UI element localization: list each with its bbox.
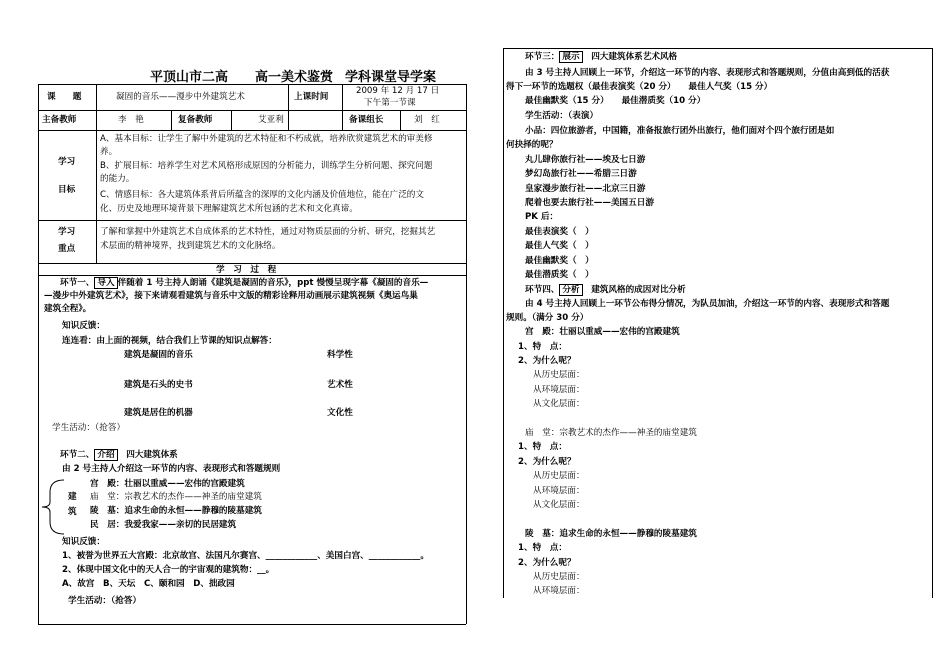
- match-left-item: 建筑是石头的史书: [124, 380, 193, 390]
- section-2-feedback: 知识反馈：: [62, 537, 105, 547]
- match-left-item: 建筑是凝固的音乐: [124, 350, 193, 360]
- section-4-intro-2: 规则。（满分 30 分）: [506, 313, 589, 323]
- section-3-tag: 展示: [559, 51, 582, 63]
- goals-label-1: 学习: [58, 157, 76, 167]
- palace-culture: 从文化层面：: [533, 399, 585, 409]
- section-4-title: 建筑风格的成因对比分析: [591, 285, 686, 295]
- table-divider: [38, 130, 466, 131]
- section-1-text-2: —漫步中外建筑艺术》，接下来请观看建筑与音乐中文版的精彩诠释用动画展示建筑视频《奥运鸟巢: [44, 291, 418, 301]
- section-1-heading: [60, 278, 428, 289]
- table-divider: [38, 110, 466, 111]
- match-right-item: 科学性: [327, 350, 353, 360]
- travel-agency-item: 皇家漫步旅行社——北京三日游: [525, 184, 646, 194]
- goals-label-2: 目标: [58, 185, 76, 195]
- section-1-tag: 导入: [94, 277, 117, 289]
- tomb-feature: 1、特 点：: [518, 543, 567, 553]
- section-1-text-1: 伴随着 1 号主持人朗诵《建筑是凝固的音乐》，ppt 慢慢呈现字幕《凝固的音乐—: [117, 278, 429, 288]
- section-1-connect: 连连看：由上面的视频，结合我们上节课的知识点解答：: [62, 336, 277, 346]
- table-divider: [231, 110, 232, 130]
- page-border-left: [503, 48, 504, 598]
- review-label: 复备教师: [178, 115, 213, 125]
- section-1-activity: 学生活动：（抢答）: [52, 423, 126, 433]
- match-left-item: 建筑是居住的机器: [124, 408, 193, 418]
- question-1: 1、被誉为世界五大宫殿：北京故宫、法国凡尔赛宫、____________、美国白宫、____________。: [62, 551, 429, 561]
- page-border-right: [932, 48, 933, 598]
- section-4-heading: [525, 285, 686, 296]
- section-3-intro-3: 最佳幽默奖（15 分） 最佳潜质奖（10 分）: [525, 96, 706, 106]
- temple-culture: 从文化层面：: [533, 500, 585, 510]
- architecture-item: 宫 殿：壮丽以重威——宏伟的宫殿建筑: [90, 479, 245, 489]
- title-subject: 高一美术鉴赏: [255, 70, 334, 85]
- focus-label-1: 学习: [58, 227, 76, 237]
- section-3-intro-2: 得下一环节的选题权（最佳表演奖（20 分） 最佳人气奖（15 分）: [506, 82, 773, 92]
- question-2-options: A、故宫 B、天坛 C、颐和园 D、拙政园: [62, 579, 235, 589]
- leader-value: 刘 红: [414, 115, 440, 125]
- leader-label: 备课组长: [349, 115, 384, 125]
- tomb-why: 2、为什么呢？: [518, 558, 576, 568]
- section-4-tag: 分析: [559, 284, 582, 296]
- pk-label: PK 后：: [525, 212, 559, 222]
- focus-line-1: 了解和掌握中外建筑艺术自成体系的艺术特性，通过对物质层面的分析、研究，挖掘其艺: [100, 227, 436, 237]
- tomb-environment: 从环境层面：: [533, 586, 585, 596]
- award-item: 最佳潜质奖（ ）: [525, 270, 594, 280]
- lesson-value: 凝固的音乐——漫步中外建筑艺术: [116, 92, 245, 102]
- table-divider: [288, 84, 289, 130]
- tomb-history: 从历史层面：: [533, 572, 585, 582]
- section-3-title: 四大建筑体系艺术风格: [591, 52, 678, 62]
- title-doc: 学科课堂导学案: [345, 70, 437, 85]
- temple-environment: 从环境层面：: [533, 486, 585, 496]
- palace-history: 从历史层面：: [533, 370, 585, 380]
- section-2-prefix: 环节二、: [60, 450, 95, 460]
- palace-heading: 宫 殿：壮丽以重威——宏伟的宫殿建筑: [525, 327, 680, 337]
- table-border-bottom: [38, 624, 466, 625]
- section-2-tag: 介绍: [94, 449, 117, 461]
- table-divider: [96, 84, 97, 263]
- table-border-right: [466, 84, 467, 624]
- award-item: 最佳人气奖（ ）: [525, 241, 594, 251]
- palace-environment: 从环境层面：: [533, 385, 585, 395]
- section-3-intro-1: 由 3 号主持人回顾上一环节，介绍这一环节的内容、表现形式和答题规则，分值由高到低的活获: [525, 68, 890, 78]
- palace-feature: 1、特 点：: [518, 342, 567, 352]
- section-2-title: 四大建筑体系: [126, 450, 178, 460]
- section-2-activity: 学生活动：（抢答）: [68, 596, 142, 606]
- lesson-label: 课 题: [47, 92, 82, 102]
- section-3-activity: 学生活动：（表演）: [525, 111, 599, 121]
- architecture-item: 民 居：我爱我家——亲切的民居建筑: [90, 520, 237, 530]
- travel-agency-item: 梦幻岛旅行社——希腊三日游: [525, 169, 637, 179]
- match-right-item: 艺术性: [327, 380, 353, 390]
- table-divider: [171, 110, 172, 130]
- goal-b-line-1: B、扩展目标：培养学生对艺术风格形成原因的分析能力，训练学生分析问题、探究问题: [100, 161, 433, 171]
- page-border-top: [503, 48, 932, 49]
- travel-agency-item: 丸儿肆你旅行社——埃及七日游: [525, 155, 646, 165]
- section-3-heading: [525, 52, 677, 63]
- goal-a-line-1: A、基本目标：让学生了解中外建筑的艺术特征和不朽成就，培养欣赏建筑艺术的审美修: [100, 134, 433, 144]
- goal-c-line-2: 化、历史及地理环境背景下理解建筑艺术所包涵的艺术和文化真谛。: [100, 204, 358, 214]
- section-3-prefix: 环节三：: [525, 52, 560, 62]
- temple-history: 从历史层面：: [533, 471, 585, 481]
- section-1-text-3: 建筑全程》。: [44, 304, 92, 314]
- architecture-item: 庙 堂：宗教艺术的杰作——神圣的庙堂建筑: [90, 492, 262, 502]
- award-item: 最佳幽默奖（ ）: [525, 256, 594, 266]
- brace-icon: [36, 478, 66, 536]
- process-title: 学 习 过 程: [216, 265, 277, 275]
- brace-label-1: 建: [68, 492, 77, 502]
- section-3-skit-2: 何抉择的呢？: [506, 140, 558, 150]
- goal-b-line-2: 的能力。: [100, 174, 135, 184]
- teacher-label: 主备教师: [42, 115, 77, 125]
- table-divider: [400, 110, 401, 130]
- travel-agency-item: 爬着也要去旅行社——美国五日游: [525, 198, 654, 208]
- tomb-heading: 陵 墓：追求生命的永恒——静穆的陵墓建筑: [525, 529, 697, 539]
- architecture-item: 陵 墓：追求生命的永恒——静穆的陵墓建筑: [90, 506, 262, 516]
- table-divider: [38, 220, 466, 221]
- match-right-item: 文化性: [327, 408, 353, 418]
- table-divider: [342, 84, 343, 110]
- section-1-feedback: 知识反馈：: [62, 321, 105, 331]
- table-border-left: [38, 84, 39, 624]
- goal-a-line-2: 养。: [100, 147, 118, 157]
- section-2-intro: 由 2 号主持人介绍这一环节的内容、表现形式和答题规则: [62, 464, 281, 474]
- temple-why: 2、为什么呢？: [518, 457, 576, 467]
- focus-line-2: 术层面的精神境界，找到建筑艺术的文化脉络。: [100, 241, 281, 251]
- section-4-prefix: 环节四、: [525, 285, 560, 295]
- section-4-intro-1: 由 4 号主持人回顾上一环节公布得分情况，为队员加油，介绍这一环节的内容、表现形式和答题: [525, 299, 890, 309]
- temple-heading: 庙 堂：宗教艺术的杰作——神圣的庙堂建筑: [525, 428, 697, 438]
- question-2: 2、体现中国文化中的天人合一的宇宙观的建筑物：__。: [62, 565, 275, 575]
- focus-label-2: 重点: [58, 244, 76, 254]
- review-value: 艾亚利: [258, 115, 284, 125]
- award-item: 最佳表演奖（ ）: [525, 227, 594, 237]
- section-3-skit-1: 小品：四位旅游者，中国籍，准备报旅行团外出旅行，他们面对个四个旅行团是如: [525, 126, 835, 136]
- table-divider: [342, 110, 343, 130]
- goal-c-line-1: C、情感目标：各大建筑体系背后所蕴含的深厚的文化内涵及价值地位，能在广泛的文: [100, 190, 424, 200]
- section-1-prefix: 环节一、: [60, 278, 95, 288]
- time-value-date: 2009 年 12 月 17 日: [356, 86, 440, 96]
- brace-label-2: 筑: [68, 507, 77, 517]
- palace-why: 2、为什么呢？: [518, 356, 576, 366]
- title-school: 平顶山市二高: [150, 70, 229, 85]
- section-2-heading: [60, 450, 178, 461]
- teacher-value: 李 艳: [118, 115, 144, 125]
- time-label: 上课时间: [294, 92, 329, 102]
- time-value-period: 下午第一节课: [364, 98, 416, 108]
- temple-feature: 1、特 点：: [518, 442, 567, 452]
